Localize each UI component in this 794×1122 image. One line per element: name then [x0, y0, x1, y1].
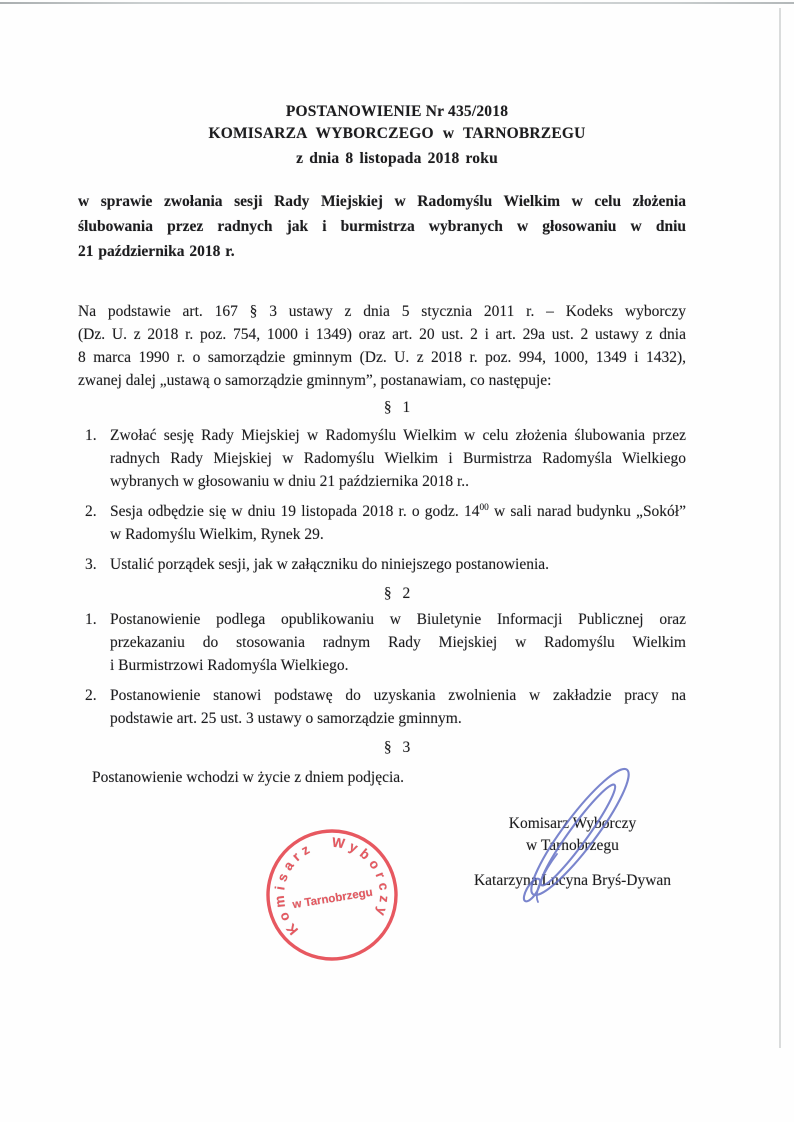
text-line: w sprawie zwołania sesji Rady Miejskiej w Radomyślu Wielkim w celu złożenia — [78, 193, 686, 210]
section-mark-3: § 3 — [383, 739, 411, 756]
text-line: zwanej dalej „ustawą o samorządzie gminnym”, postanawiam, co następuje: — [78, 372, 552, 389]
document-title — [0, 101, 794, 170]
text-line: Zwołać sesję Rady Miejskiej w Radomyślu Wielkim w celu złożenia ślubowania przez — [110, 427, 686, 444]
signatory-name: Katarzyna Lucyna Bryś-Dywan — [473, 872, 672, 889]
list-item — [78, 608, 686, 677]
text-line: w Radomyślu Wielkim, Rynek 29. — [110, 526, 324, 543]
legal-basis-paragraph — [78, 300, 686, 392]
official-stamp-icon — [264, 824, 402, 966]
signatory-title-line-1: Komisarz Wyborczy — [508, 815, 637, 832]
list-item-number: 2. — [85, 687, 97, 704]
text-line: wybranych w głosowaniu w dniu 21 października 2018 r.. — [110, 473, 470, 490]
text-line: (Dz. U. z 2018 r. poz. 754, 1000 i 1349) oraz art. 20 ust. 2 i art. 29a ust. 2 ustawy z dnia — [78, 326, 686, 343]
text-line: 8 marca 1990 r. o samorządzie gminnym (Dz. U. z 2018 r. poz. 994, 1000, 1349 i 1432), — [78, 349, 686, 366]
closing-clause: Postanowienie wchodzi w życie z dniem podjęcia. — [92, 769, 405, 786]
section-mark-1: § 1 — [383, 399, 411, 416]
section-1-list — [78, 424, 686, 583]
scan-artifact-top — [0, 2, 794, 4]
text-line: Ustalić porządek sesji, jak w załączniku do niniejszego postanowienia. — [110, 556, 550, 573]
stamp-arc-text: Komisarz Wyborczy — [271, 834, 393, 938]
text-line: Na podstawie art. 167 § 3 ustawy z dnia 5 stycznia 2011 r. – Kodeks wyborczy — [78, 303, 686, 320]
text-line: przekazaniu do stosowania radnym Rady Miejskiej w Radomyślu Wielkim — [110, 634, 686, 651]
text-line: z dnia 8 listopada 2018 roku — [296, 150, 498, 167]
handwritten-signature-icon — [505, 752, 670, 917]
list-item — [78, 500, 686, 546]
list-item — [78, 684, 686, 730]
list-item-number: 1. — [85, 611, 97, 628]
text-line: Postanowienie stanowi podstawę do uzyskania zwolnienia w zakładzie pracy na — [110, 687, 686, 704]
text-line: KOMISARZA WYBORCZEGO w TARNOBRZEGU — [208, 125, 586, 142]
text-line: Sesja odbędzie się w dniu 19 listopada 2018 r. o godz. $14^{00}$ w sali narad budynku „Sokół” — [110, 502, 686, 520]
text-line: radnych Rady Miejskiej w Radomyślu Wielkim i Burmistrza Radomyśla Wielkiego — [110, 450, 686, 467]
text-line: podstawie art. 25 ust. 3 ustawy o samorządzie gminnym. — [110, 710, 462, 727]
list-item — [78, 424, 686, 493]
list-item — [78, 553, 686, 576]
list-item-number: 1. — [85, 427, 97, 444]
section-2-list — [78, 608, 686, 737]
stamp-center-text: w Tarnobrzegu — [291, 886, 374, 912]
list-item-number: 3. — [85, 556, 97, 573]
text-line: i Burmistrzowi Radomyśla Wielkiego. — [110, 657, 349, 674]
subject-paragraph — [78, 189, 686, 264]
section-mark-2: § 2 — [383, 585, 411, 602]
text-line: Postanowienie podlega opublikowaniu w Biuletynie Informacji Publicznej oraz — [110, 611, 686, 628]
signatory-title-line-2: w Tarnobrzegu — [526, 837, 619, 854]
text-line: ślubowania przez radnych jak i burmistrza wybranych w głosowaniu w dniu — [78, 218, 686, 235]
list-item-number: 2. — [85, 503, 97, 520]
text-line: 21 października 2018 r. — [78, 243, 235, 260]
text-line: POSTANOWIENIE Nr 435/2018 — [285, 103, 509, 120]
